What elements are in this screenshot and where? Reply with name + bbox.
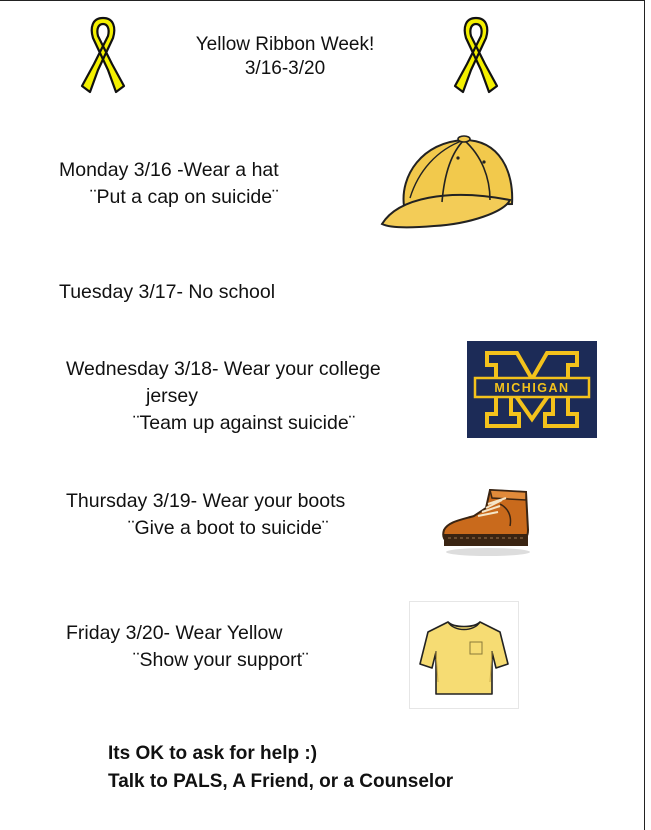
page-dates: 3/16-3/20 — [244, 58, 326, 79]
tshirt-image-frame — [410, 602, 518, 708]
frame-right-border — [644, 0, 645, 830]
yellow-tshirt-icon — [410, 602, 518, 708]
michigan-block-m-icon — [467, 341, 597, 438]
footer-message — [108, 740, 453, 796]
yellow-ribbon-icon — [78, 12, 128, 94]
friday-slogan: ¨Show your support¨ — [133, 649, 309, 671]
michigan-logo — [467, 341, 597, 438]
yellow-ribbon-icon — [451, 12, 501, 94]
page-title: Yellow Ribbon Week! — [195, 34, 375, 55]
wednesday-slogan: ¨Team up against suicide¨ — [133, 412, 356, 434]
tuesday-title: Tuesday 3/17- No school — [59, 281, 276, 303]
monday-slogan: ¨Put a cap on suicide¨ — [90, 186, 279, 208]
frame-top-border — [0, 0, 644, 1]
footer-line-2: Talk to PALS, A Friend, or a Counselor — [108, 771, 454, 792]
thursday-title: Thursday 3/19- Wear your boots — [66, 490, 346, 512]
footer-line-1: Its OK to ask for help :) — [108, 743, 318, 764]
friday-title: Friday 3/20- Wear Yellow — [66, 622, 283, 644]
baseball-cap-icon — [378, 128, 524, 232]
monday-title: Monday 3/16 -Wear a hat — [59, 159, 279, 181]
boot-icon — [440, 486, 536, 558]
header-title-block — [150, 33, 420, 81]
michigan-logo-text: MICHIGAN — [494, 381, 570, 395]
thursday-slogan: ¨Give a boot to suicide¨ — [128, 517, 329, 539]
wednesday-title: Wednesday 3/18- Wear your college — [66, 358, 381, 380]
wednesday-title-cont: jersey — [146, 385, 199, 407]
